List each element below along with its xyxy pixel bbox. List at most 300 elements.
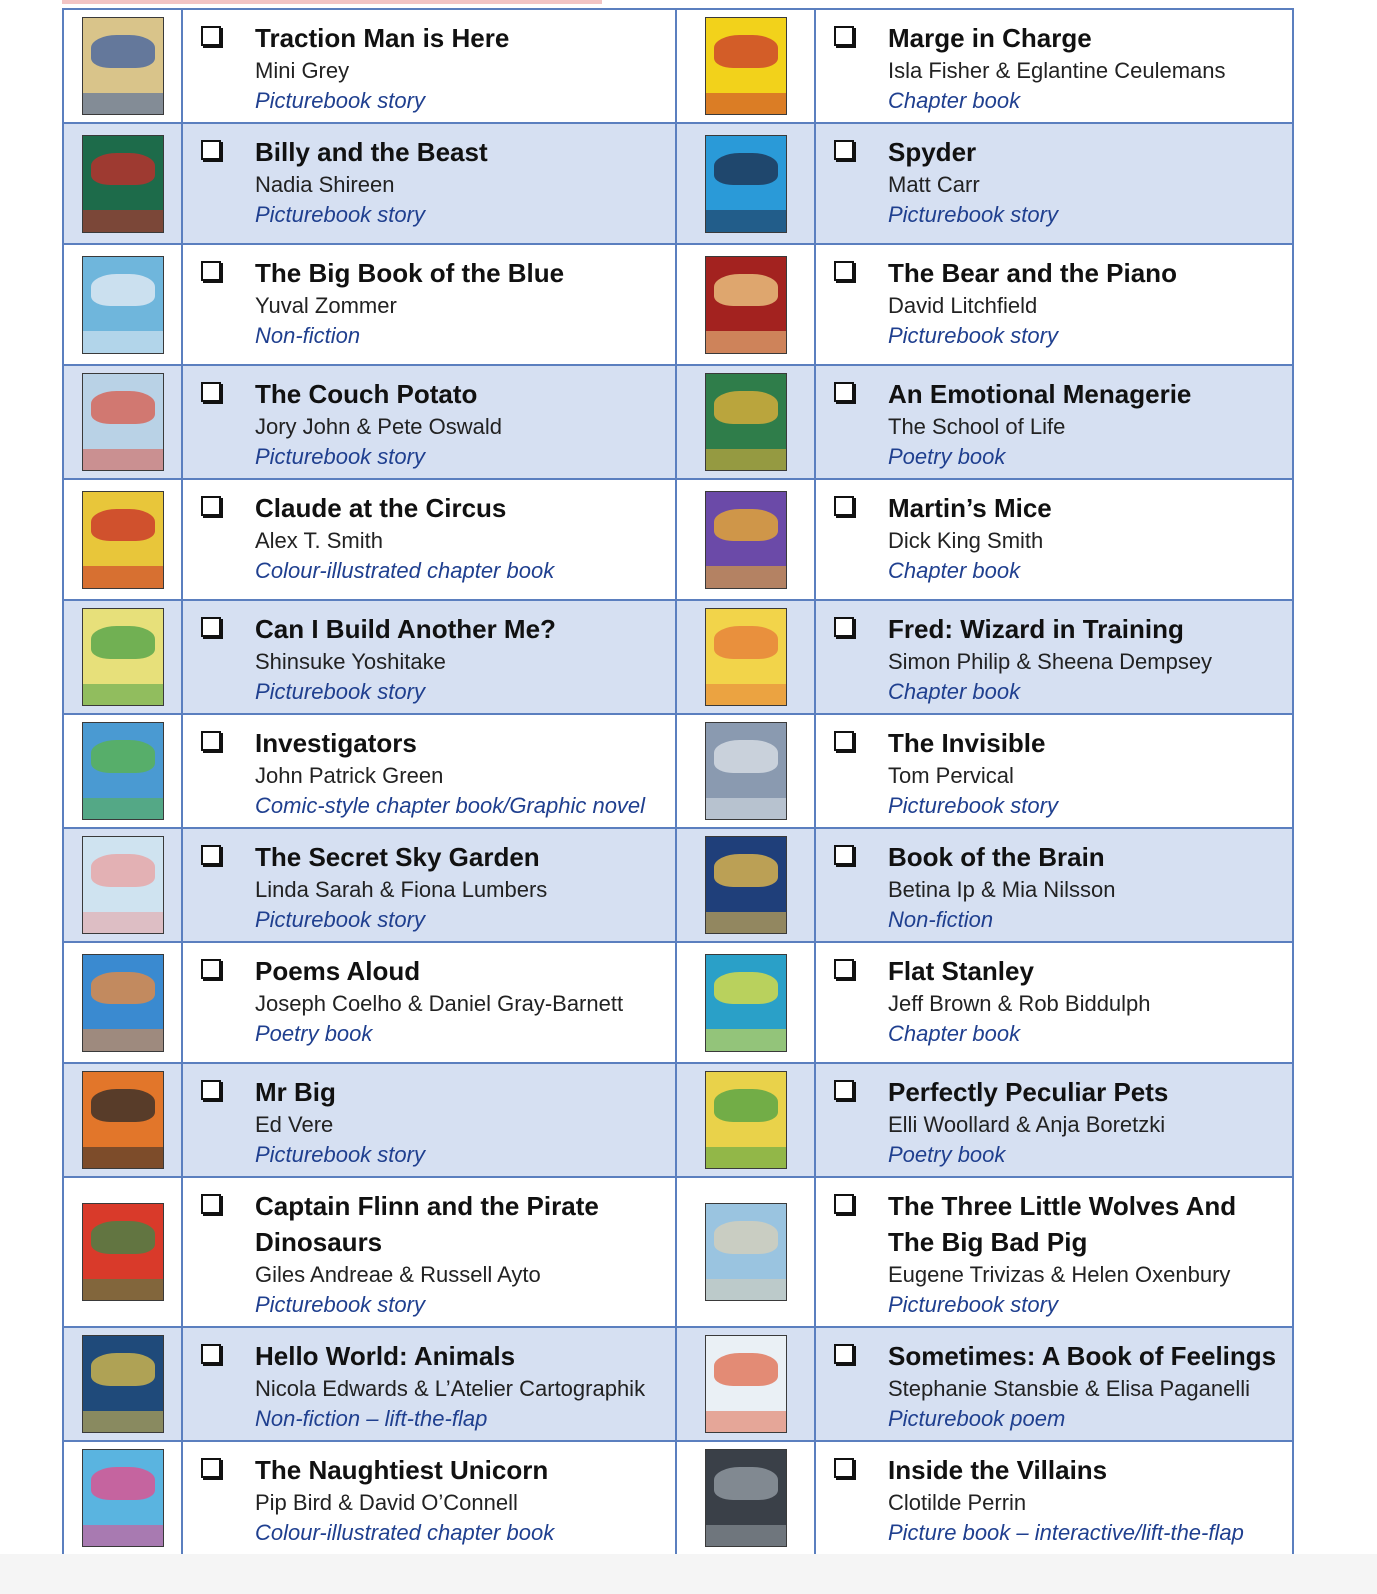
book-text (255, 1074, 665, 1170)
cover-illustration (714, 1089, 778, 1122)
cover-stripe (706, 566, 786, 587)
book-title: An Emotional Menagerie (888, 379, 1192, 409)
book-title: Sometimes: A Book of Feelings (888, 1341, 1277, 1371)
cover-cell (63, 365, 182, 479)
cover-illustration (714, 391, 778, 424)
book-entry (834, 953, 1282, 1049)
read-checkbox[interactable] (834, 1344, 854, 1364)
book-cover-image (82, 608, 164, 706)
book-genre: Colour-illustrated chapter book (255, 1520, 555, 1545)
book-row (63, 1441, 1293, 1555)
cover-illustration (714, 740, 778, 773)
book-text (888, 953, 1282, 1049)
cover-stripe (83, 93, 163, 114)
cover-cell (63, 1327, 182, 1441)
cover-stripe (83, 1525, 163, 1546)
read-checkbox[interactable] (201, 382, 221, 402)
book-row (63, 1177, 1293, 1327)
book-author: Isla Fisher & Eglantine Ceulemans (888, 58, 1226, 83)
book-info-cell (182, 1441, 676, 1555)
book-genre: Picture book – interactive/lift-the-flap (888, 1520, 1244, 1545)
book-info-cell (815, 244, 1293, 365)
book-title: Claude at the Circus (255, 493, 507, 523)
book-row (63, 123, 1293, 244)
read-checkbox[interactable] (201, 1194, 221, 1214)
book-info-cell (815, 123, 1293, 244)
book-text (888, 134, 1282, 230)
cover-illustration (91, 1353, 155, 1386)
book-text (888, 1074, 1282, 1170)
read-checkbox[interactable] (201, 140, 221, 160)
book-text (255, 20, 665, 116)
book-cover-image (705, 608, 787, 706)
book-entry (834, 134, 1282, 230)
book-cover-image (705, 954, 787, 1052)
cover-cell (63, 828, 182, 942)
book-info-cell (815, 1063, 1293, 1177)
book-info-cell (182, 714, 676, 828)
read-checkbox[interactable] (201, 1458, 221, 1478)
book-author: Nicola Edwards & L’Atelier Cartographik (255, 1376, 646, 1401)
book-text (888, 255, 1282, 351)
book-title: Marge in Charge (888, 23, 1092, 53)
cover-stripe (706, 1147, 786, 1168)
book-genre: Colour-illustrated chapter book (255, 558, 555, 583)
book-text (255, 839, 665, 935)
cover-stripe (83, 912, 163, 933)
book-cover-image (82, 954, 164, 1052)
book-title: Martin’s Mice (888, 493, 1052, 523)
book-info-cell (815, 1177, 1293, 1327)
book-entry (834, 1452, 1282, 1548)
page-bottom-edge (0, 1554, 1377, 1594)
book-info-cell (182, 942, 676, 1063)
cover-cell (63, 942, 182, 1063)
book-row (63, 600, 1293, 714)
book-entry (834, 1074, 1282, 1170)
book-author: Alex T. Smith (255, 528, 383, 553)
book-entry (201, 20, 665, 116)
book-title: Mr Big (255, 1077, 336, 1107)
book-author: Betina Ip & Mia Nilsson (888, 877, 1116, 902)
cover-illustration (91, 391, 155, 424)
cover-cell (63, 479, 182, 600)
book-info-cell (182, 479, 676, 600)
cover-illustration (91, 1089, 155, 1122)
book-genre: Poetry book (888, 1142, 1006, 1167)
read-checkbox[interactable] (834, 496, 854, 516)
book-title: Poems Aloud (255, 956, 421, 986)
book-genre: Non-fiction (888, 907, 994, 932)
read-checkbox[interactable] (834, 140, 854, 160)
book-author: John Patrick Green (255, 763, 444, 788)
book-author: Jeff Brown & Rob Biddulph (888, 991, 1151, 1016)
book-info-cell (815, 365, 1293, 479)
read-checkbox[interactable] (834, 845, 854, 865)
read-checkbox[interactable] (201, 496, 221, 516)
book-author: Mini Grey (255, 58, 350, 83)
book-genre: Picturebook story (255, 1292, 425, 1317)
book-author: Elli Woollard & Anja Boretzki (888, 1112, 1166, 1137)
read-checkbox[interactable] (201, 731, 221, 751)
book-text (888, 839, 1282, 935)
book-author: The School of Life (888, 414, 1066, 439)
read-checkbox[interactable] (201, 261, 221, 281)
cover-stripe (706, 912, 786, 933)
cover-cell (676, 1441, 815, 1555)
cover-stripe (83, 684, 163, 705)
cover-illustration (91, 1221, 155, 1254)
book-cover-image (82, 1071, 164, 1169)
book-info-cell (815, 828, 1293, 942)
book-title: Inside the Villains (888, 1455, 1108, 1485)
book-cover-image (705, 135, 787, 233)
cover-illustration (714, 972, 778, 1005)
book-info-cell (182, 1177, 676, 1327)
book-info-cell (182, 600, 676, 714)
book-entry (834, 725, 1282, 821)
read-checkbox[interactable] (834, 617, 854, 637)
book-entry (201, 1074, 665, 1170)
cover-cell (676, 365, 815, 479)
book-row (63, 479, 1293, 600)
book-entry (834, 490, 1282, 586)
cover-stripe (83, 1147, 163, 1168)
book-entry (201, 134, 665, 230)
cover-stripe (83, 331, 163, 352)
book-text (888, 611, 1282, 707)
book-title: The Three Little Wolves And The Big Bad Pig (888, 1191, 1237, 1257)
read-checkbox[interactable] (201, 26, 221, 46)
cover-cell (63, 1177, 182, 1327)
book-cover-image (705, 1071, 787, 1169)
read-checkbox[interactable] (834, 731, 854, 751)
book-genre: Picturebook story (888, 1292, 1058, 1317)
read-checkbox[interactable] (834, 959, 854, 979)
book-entry (834, 376, 1282, 472)
cover-cell (676, 600, 815, 714)
book-row (63, 828, 1293, 942)
cover-illustration (91, 509, 155, 542)
read-checkbox[interactable] (201, 845, 221, 865)
book-entry (201, 490, 665, 586)
cover-cell (676, 123, 815, 244)
book-title: The Big Book of the Blue (255, 258, 565, 288)
book-info-cell (815, 942, 1293, 1063)
read-checkbox[interactable] (834, 382, 854, 402)
book-entry (201, 376, 665, 472)
book-title: The Invisible (888, 728, 1046, 758)
book-text (888, 1452, 1282, 1548)
cover-cell (63, 1441, 182, 1555)
book-entry (834, 839, 1282, 935)
book-title: Book of the Brain (888, 842, 1105, 872)
cover-illustration (714, 509, 778, 542)
book-text (255, 490, 665, 586)
book-genre: Chapter book (888, 88, 1021, 113)
cover-stripe (706, 798, 786, 819)
book-entry (201, 611, 665, 707)
cover-cell (676, 244, 815, 365)
book-cover-image (705, 836, 787, 934)
book-title: The Couch Potato (255, 379, 478, 409)
book-genre: Poetry book (888, 444, 1006, 469)
book-text (255, 1452, 665, 1548)
read-checkbox[interactable] (201, 1344, 221, 1364)
book-text (255, 376, 665, 472)
book-info-cell (182, 828, 676, 942)
book-cover-image (82, 1335, 164, 1433)
cover-stripe (706, 93, 786, 114)
cover-stripe (83, 566, 163, 587)
book-info-cell (182, 244, 676, 365)
book-genre: Picturebook story (888, 202, 1058, 227)
cover-stripe (83, 798, 163, 819)
cover-cell (676, 1063, 815, 1177)
book-genre: Picturebook story (255, 1142, 425, 1167)
book-entry (201, 1452, 665, 1548)
cover-cell (676, 1327, 815, 1441)
read-checkbox[interactable] (834, 26, 854, 46)
cover-stripe (83, 449, 163, 470)
cover-cell (63, 1063, 182, 1177)
book-genre: Picturebook story (255, 202, 425, 227)
book-row (63, 9, 1293, 123)
cover-cell (676, 714, 815, 828)
top-accent-bar (62, 0, 602, 4)
book-genre: Picturebook story (255, 88, 425, 113)
book-genre: Non-fiction (255, 323, 361, 348)
book-text (255, 1338, 665, 1434)
book-info-cell (182, 123, 676, 244)
book-info-cell (815, 1327, 1293, 1441)
cover-illustration (714, 35, 778, 68)
book-cover-image (705, 17, 787, 115)
cover-illustration (91, 626, 155, 659)
book-author: Joseph Coelho & Daniel Gray-Barnett (255, 991, 624, 1016)
cover-cell (63, 9, 182, 123)
book-text (255, 255, 665, 351)
book-title: Spyder (888, 137, 977, 167)
book-info-cell (815, 714, 1293, 828)
read-checkbox[interactable] (201, 1080, 221, 1100)
book-title: The Naughtiest Unicorn (255, 1455, 549, 1485)
read-checkbox[interactable] (834, 261, 854, 281)
cover-stripe (706, 684, 786, 705)
cover-illustration (91, 854, 155, 887)
book-title: The Secret Sky Garden (255, 842, 540, 872)
cover-illustration (714, 854, 778, 887)
cover-cell (63, 123, 182, 244)
book-author: Yuval Zommer (255, 293, 397, 318)
book-title: Flat Stanley (888, 956, 1034, 986)
book-genre: Non-fiction – lift-the-flap (255, 1406, 488, 1431)
book-author: Giles Andreae & Russell Ayto (255, 1262, 541, 1287)
book-text (888, 1338, 1282, 1434)
cover-illustration (91, 740, 155, 773)
book-author: Clotilde Perrin (888, 1490, 1027, 1515)
cover-illustration (91, 153, 155, 186)
book-row (63, 942, 1293, 1063)
book-title: Billy and the Beast (255, 137, 488, 167)
cover-stripe (83, 1279, 163, 1300)
read-checkbox[interactable] (834, 1194, 854, 1214)
cover-stripe (706, 331, 786, 352)
book-author: Tom Pervical (888, 763, 1014, 788)
book-title: Perfectly Peculiar Pets (888, 1077, 1169, 1107)
cover-stripe (706, 1525, 786, 1546)
book-cover-image (82, 17, 164, 115)
book-info-cell (182, 1327, 676, 1441)
cover-cell (676, 828, 815, 942)
book-cover-image (705, 722, 787, 820)
book-text (888, 1188, 1282, 1320)
book-author: Linda Sarah & Fiona Lumbers (255, 877, 548, 902)
book-title: Can I Build Another Me? (255, 614, 556, 644)
cover-cell (676, 942, 815, 1063)
cover-illustration (714, 626, 778, 659)
book-entry (201, 953, 665, 1049)
cover-illustration (714, 1467, 778, 1500)
cover-illustration (91, 972, 155, 1005)
book-row (63, 1063, 1293, 1177)
book-title: Investigators (255, 728, 417, 758)
read-checkbox[interactable] (834, 1080, 854, 1100)
book-text (888, 20, 1282, 116)
read-checkbox[interactable] (201, 617, 221, 637)
book-row (63, 1327, 1293, 1441)
book-cover-image (705, 373, 787, 471)
book-entry (201, 839, 665, 935)
cover-stripe (83, 1411, 163, 1432)
book-cover-image (82, 373, 164, 471)
book-info-cell (182, 9, 676, 123)
cover-cell (676, 1177, 815, 1327)
book-author: Matt Carr (888, 172, 980, 197)
book-genre: Picturebook story (255, 679, 425, 704)
cover-illustration (714, 1221, 778, 1254)
book-entry (834, 255, 1282, 351)
cover-illustration (91, 35, 155, 68)
cover-cell (676, 479, 815, 600)
book-title: Fred: Wizard in Training (888, 614, 1184, 644)
book-entry (201, 255, 665, 351)
cover-stripe (706, 1279, 786, 1300)
book-cover-image (705, 491, 787, 589)
book-entry (834, 20, 1282, 116)
book-title: Hello World: Animals (255, 1341, 516, 1371)
book-cover-image (82, 836, 164, 934)
book-info-cell (815, 600, 1293, 714)
book-cover-image (82, 491, 164, 589)
book-author: Shinsuke Yoshitake (255, 649, 446, 674)
book-author: Jory John & Pete Oswald (255, 414, 503, 439)
book-entry (834, 1338, 1282, 1434)
book-genre: Chapter book (888, 679, 1021, 704)
book-text (888, 725, 1282, 821)
book-genre: Poetry book (255, 1021, 373, 1046)
cover-stripe (83, 210, 163, 231)
book-info-cell (815, 1441, 1293, 1555)
book-text (255, 725, 665, 821)
book-genre: Chapter book (888, 558, 1021, 583)
read-checkbox[interactable] (834, 1458, 854, 1478)
book-author: Ed Vere (255, 1112, 334, 1137)
cover-illustration (714, 274, 778, 307)
book-cover-image (705, 256, 787, 354)
book-author: David Litchfield (888, 293, 1038, 318)
book-row (63, 365, 1293, 479)
book-cover-image (705, 1335, 787, 1433)
book-cover-image (82, 722, 164, 820)
book-entry (201, 725, 665, 821)
cover-stripe (706, 449, 786, 470)
book-text (255, 134, 665, 230)
book-cover-image (705, 1449, 787, 1547)
book-genre: Picturebook poem (888, 1406, 1066, 1431)
book-author: Eugene Trivizas & Helen Oxenbury (888, 1262, 1231, 1287)
book-text (255, 953, 665, 1049)
cover-stripe (83, 1029, 163, 1050)
book-author: Pip Bird & David O’Connell (255, 1490, 518, 1515)
book-checklist-table (62, 8, 1294, 1556)
cover-illustration (91, 1467, 155, 1500)
cover-stripe (706, 1411, 786, 1432)
book-genre: Picturebook story (255, 907, 425, 932)
cover-illustration (91, 274, 155, 307)
cover-cell (63, 714, 182, 828)
book-author: Dick King Smith (888, 528, 1044, 553)
book-genre: Picturebook story (255, 444, 425, 469)
book-text (888, 376, 1282, 472)
cover-cell (63, 600, 182, 714)
book-genre: Comic-style chapter book/Graphic novel (255, 793, 646, 818)
book-author: Stephanie Stansbie & Elisa Paganelli (888, 1376, 1251, 1401)
book-cover-image (82, 135, 164, 233)
book-author: Simon Philip & Sheena Dempsey (888, 649, 1213, 674)
book-entry (834, 611, 1282, 707)
book-cover-image (82, 1449, 164, 1547)
cover-cell (63, 244, 182, 365)
book-title: Captain Flinn and the Pirate Dinosaurs (255, 1191, 599, 1257)
book-title: The Bear and the Piano (888, 258, 1177, 288)
book-entry (201, 1188, 665, 1320)
read-checkbox[interactable] (201, 959, 221, 979)
book-cover-image (82, 1203, 164, 1301)
book-info-cell (815, 9, 1293, 123)
book-text (255, 1188, 665, 1320)
book-genre: Picturebook story (888, 323, 1058, 348)
book-author: Nadia Shireen (255, 172, 395, 197)
book-entry (834, 1188, 1282, 1320)
cover-illustration (714, 153, 778, 186)
book-genre: Chapter book (888, 1021, 1021, 1046)
book-cover-image (82, 256, 164, 354)
book-row (63, 714, 1293, 828)
cover-cell (676, 9, 815, 123)
book-info-cell (815, 479, 1293, 600)
book-text (888, 490, 1282, 586)
book-info-cell (182, 365, 676, 479)
book-text (255, 611, 665, 707)
cover-illustration (714, 1353, 778, 1386)
book-title: Traction Man is Here (255, 23, 510, 53)
cover-stripe (706, 1029, 786, 1050)
book-cover-image (705, 1203, 787, 1301)
book-genre: Picturebook story (888, 793, 1058, 818)
book-entry (201, 1338, 665, 1434)
cover-stripe (706, 210, 786, 231)
